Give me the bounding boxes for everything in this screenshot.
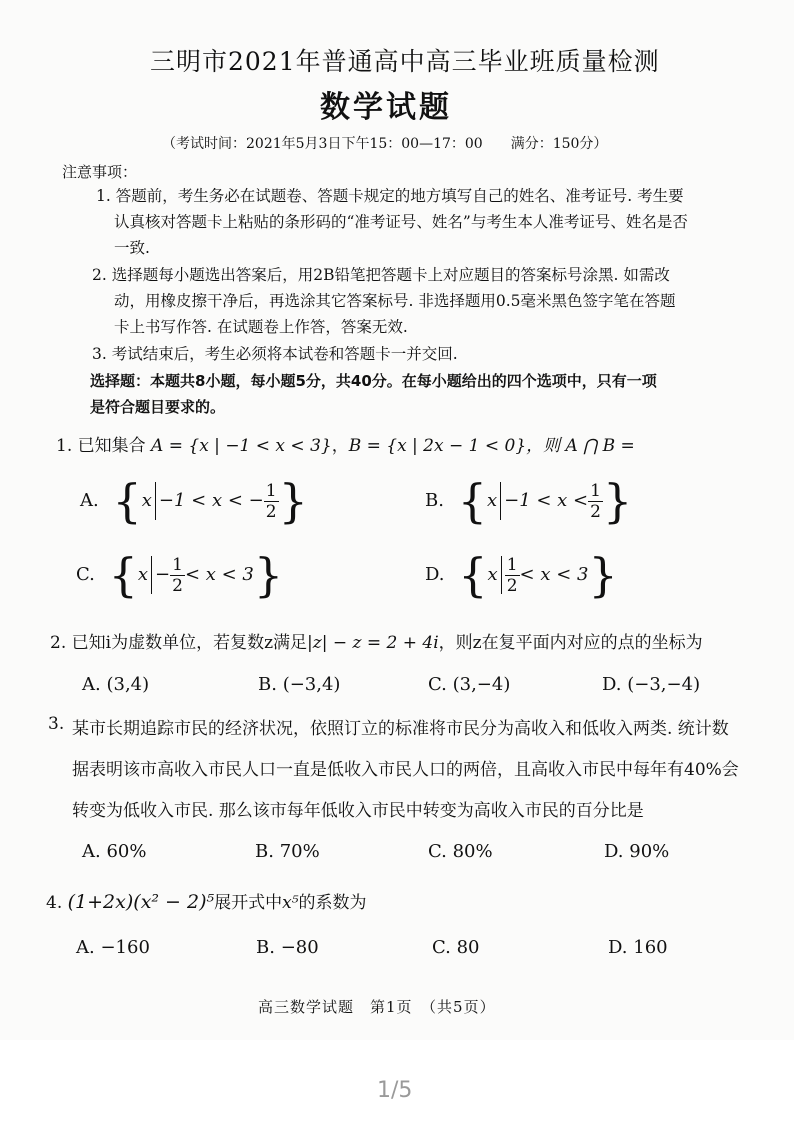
q3-option-d[interactable] bbox=[604, 841, 669, 862]
question-4 bbox=[46, 888, 367, 913]
q2-option-d[interactable] bbox=[602, 674, 700, 695]
option-value: 80% bbox=[452, 841, 493, 862]
fraction-denominator: 2 bbox=[590, 501, 601, 522]
q3-option-b[interactable] bbox=[255, 841, 320, 862]
question-expression: (1+2x)(x² − 2)⁵ bbox=[67, 891, 215, 913]
q2-option-a[interactable] bbox=[82, 674, 149, 695]
option-label: D. bbox=[608, 937, 628, 958]
question-3-number: 3. bbox=[48, 714, 65, 734]
q3-option-a[interactable] bbox=[82, 841, 146, 862]
option-value: −160 bbox=[100, 937, 150, 958]
fraction-numerator: 1 bbox=[506, 554, 518, 575]
question-3-line-3: 转变为低收入市民. 那么该市每年低收入市民中转变为高收入市民的百分比是 bbox=[72, 801, 644, 821]
set-a: A = {x | −1 < x < 3} bbox=[151, 436, 332, 456]
question-term: x⁵ bbox=[282, 893, 299, 913]
option-inequality-right: < x < 3 bbox=[519, 564, 589, 585]
option-var: x bbox=[487, 564, 498, 585]
note-1-line-3: 一致. bbox=[114, 239, 150, 257]
section-instructions-line-1: 选择题：本题共8小题，每小题5分，共40分。在每小题给出的四个选项中，只有一项 bbox=[90, 372, 657, 390]
option-label: B. bbox=[255, 841, 274, 862]
option-label: A. bbox=[80, 490, 99, 511]
option-label: C. bbox=[432, 937, 451, 958]
fraction-numerator: 1 bbox=[590, 480, 601, 501]
option-value: 160 bbox=[633, 937, 668, 958]
note-2-line-2: 动，用橡皮擦干净后，再选涂其它答案标号. 非选择题用0.5毫米黑色签字笔在答题 bbox=[114, 292, 676, 310]
note-3-line-1: 3. 考试结束后，考生必须将本试卷和答题卡一并交回. bbox=[92, 345, 458, 363]
option-label: A. bbox=[82, 841, 101, 862]
question-number: 1. bbox=[56, 436, 73, 456]
separator: ， bbox=[331, 436, 349, 456]
question-1 bbox=[56, 431, 635, 456]
option-var: x bbox=[137, 564, 149, 585]
option-var: x bbox=[486, 490, 498, 511]
option-label: D. bbox=[425, 564, 445, 585]
question-number: 2. bbox=[50, 633, 67, 653]
option-value: (3,4) bbox=[106, 674, 150, 695]
question-tail: 的系数为 bbox=[298, 893, 367, 913]
option-label: B. bbox=[425, 490, 444, 511]
option-label: C. bbox=[76, 564, 95, 585]
q1-option-c[interactable]: C. {x − $\frac{1}{2}$ < x < 3} bbox=[76, 548, 284, 602]
option-label: D. bbox=[602, 674, 622, 695]
q4-option-c[interactable] bbox=[432, 937, 480, 958]
option-value: 80 bbox=[456, 937, 480, 958]
option-label: A. bbox=[82, 674, 101, 695]
option-label: A. bbox=[76, 937, 95, 958]
q1-option-b[interactable]: B. {x −1 < x < $\frac{1}{2}$ } bbox=[425, 474, 633, 528]
fraction-denominator: 2 bbox=[172, 575, 183, 596]
page-footer: 高三数学试题 第1页 （共5页） bbox=[258, 998, 496, 1016]
exam-info: （考试时间：2021年5月3日下午15：00—17：00 满分：150分） bbox=[162, 136, 608, 152]
q4-option-b[interactable] bbox=[256, 937, 319, 958]
q2-option-c[interactable] bbox=[428, 674, 510, 695]
option-value: −80 bbox=[280, 937, 319, 958]
q1-option-d[interactable]: D. {x $\frac{1}{2}$ < x < 3} bbox=[425, 548, 618, 602]
q2-option-b[interactable] bbox=[258, 674, 340, 695]
option-label: C. bbox=[428, 841, 447, 862]
option-value: (−3,−4) bbox=[627, 674, 701, 695]
fraction-numerator: 1 bbox=[265, 480, 277, 501]
notes-heading: 注意事项： bbox=[62, 163, 138, 181]
note-1-line-1: 1. 答题前，考生务必在试题卷、答题卡规定的地方填写自己的姓名、准考证号. 考生要 bbox=[96, 187, 684, 205]
option-value: 90% bbox=[629, 841, 670, 862]
option-label: B. bbox=[256, 937, 275, 958]
question-3-line-2: 据表明该市高收入市民人口一直是低收入市民人口的两倍，且高收入市民中每年有40%会 bbox=[72, 760, 739, 780]
question-3-line-1: 某市长期追踪市民的经济状况，依照订立的标准将市民分为高收入和低收入两类. 统计数 bbox=[72, 719, 729, 739]
question-tail: ，则z在复平面内对应的点的坐标为 bbox=[438, 633, 703, 653]
option-value: (3,−4) bbox=[452, 674, 511, 695]
q1-option-a[interactable]: A. {x −1 < x < − $\frac{1}{2}$ } bbox=[80, 474, 308, 528]
option-label: B. bbox=[258, 674, 277, 695]
question-formula: |z| − z = 2 + 4i bbox=[307, 633, 439, 653]
question-2 bbox=[50, 628, 703, 653]
question-text: 已知集合 bbox=[77, 436, 146, 456]
fraction-numerator: 1 bbox=[172, 554, 183, 575]
q4-option-a[interactable] bbox=[76, 937, 150, 958]
question-tail: ，则 A ⋂ B = bbox=[526, 436, 635, 456]
option-label: D. bbox=[604, 841, 624, 862]
fraction-denominator: 2 bbox=[265, 501, 277, 522]
question-text: 已知i为虚数单位，若复数z满足 bbox=[71, 633, 308, 653]
option-inequality: − bbox=[155, 564, 171, 585]
option-inequality: −1 < x < − bbox=[158, 490, 264, 511]
option-inequality: −1 < x < bbox=[504, 490, 589, 511]
option-value: 70% bbox=[279, 841, 320, 862]
option-label: C. bbox=[428, 674, 447, 695]
q4-option-d[interactable] bbox=[608, 937, 668, 958]
page-indicator: 1/5 bbox=[377, 1078, 413, 1103]
option-value: (−3,4) bbox=[282, 674, 341, 695]
subject-title: 数学试题 bbox=[320, 90, 452, 125]
option-var: x bbox=[141, 490, 152, 511]
section-instructions-line-2: 是符合题目要求的。 bbox=[90, 398, 226, 416]
question-text: 展开式中 bbox=[214, 893, 283, 913]
exam-title: 三明市2021年普通高中高三毕业班质量检测 bbox=[150, 47, 660, 76]
q3-option-c[interactable] bbox=[428, 841, 493, 862]
question-number: 4. bbox=[46, 893, 63, 913]
note-2-line-1: 2. 选择题每小题选出答案后，用2B铅笔把答题卡上对应题目的答案标号涂黑. 如需改 bbox=[92, 266, 670, 284]
set-b: B = {x | 2x − 1 < 0} bbox=[348, 436, 527, 456]
fraction-denominator: 2 bbox=[506, 575, 518, 596]
option-inequality-right: < x < 3 bbox=[184, 564, 254, 585]
option-value: 60% bbox=[106, 841, 147, 862]
note-2-line-3: 卡上书写作答. 在试题卷上作答，答案无效. bbox=[114, 318, 408, 336]
note-1-line-2: 认真核对答题卡上粘贴的条形码的“准考证号、姓名”与考生本人准考证号、姓名是否 bbox=[114, 213, 688, 231]
